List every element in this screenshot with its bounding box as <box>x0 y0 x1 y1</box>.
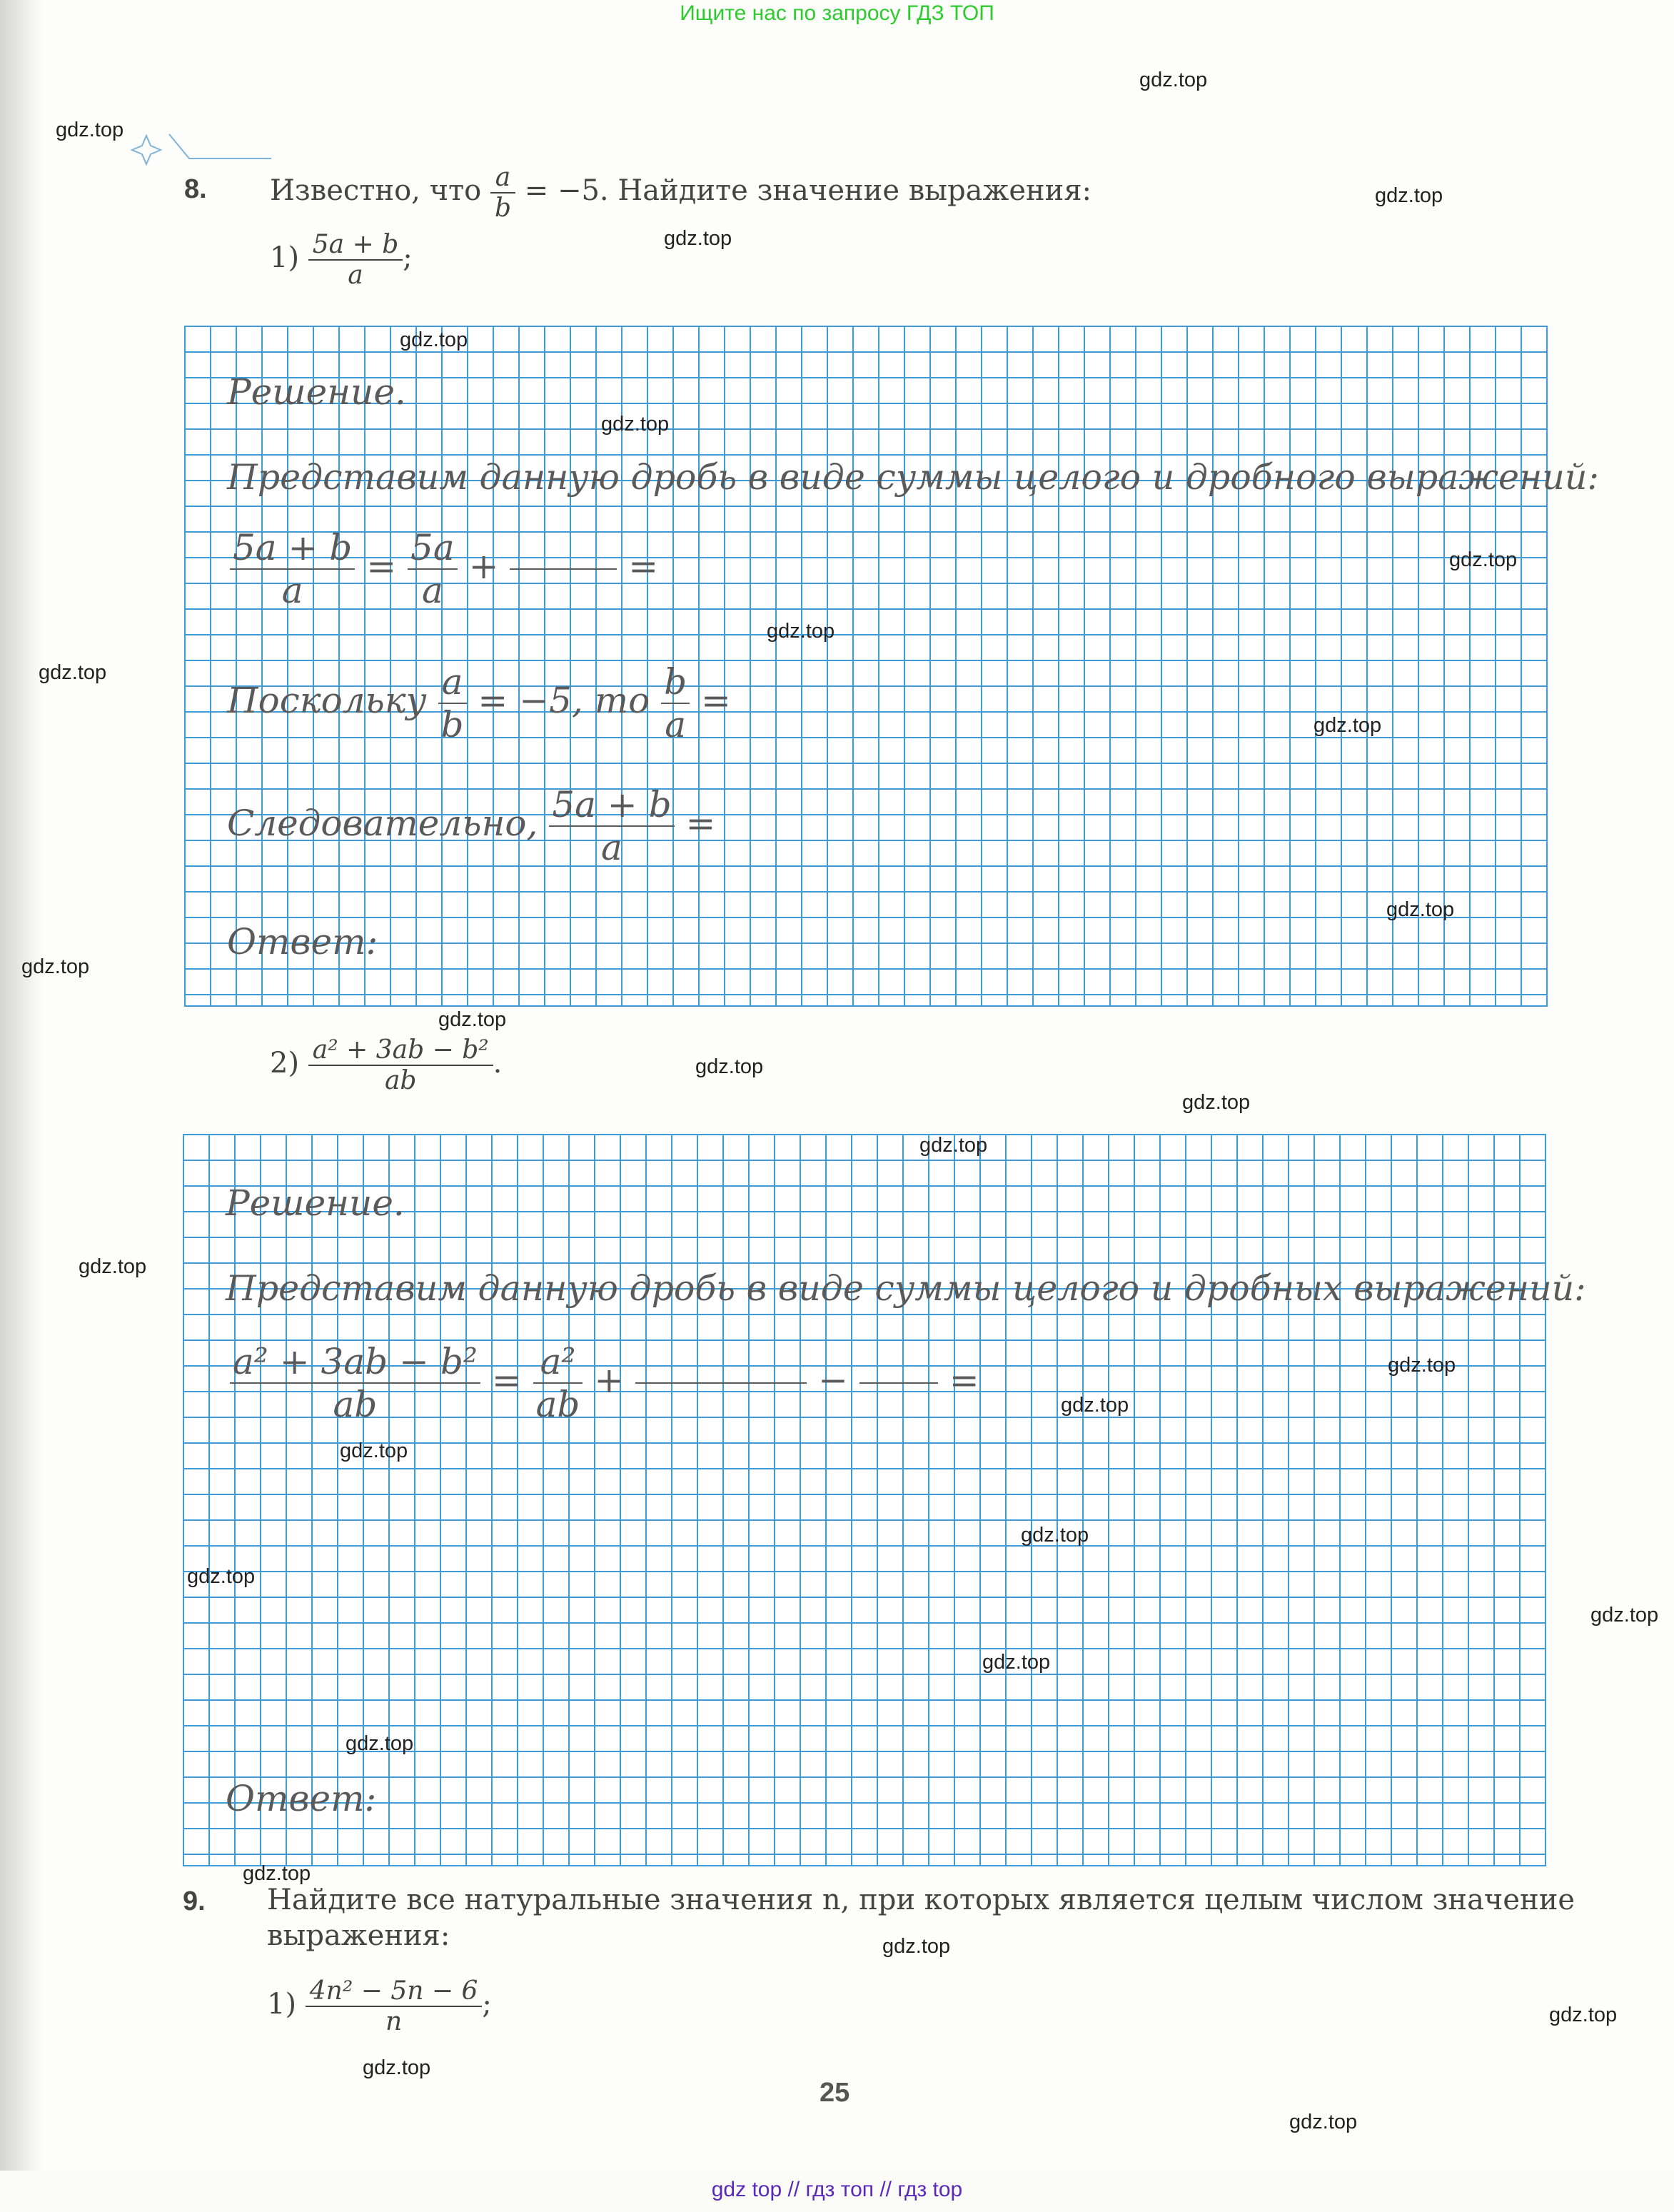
watermark: gdz.top <box>1021 1524 1089 1547</box>
task8-given-value: = −5. <box>524 174 609 207</box>
part-tail: ; <box>403 241 413 274</box>
fraction-denominator: a <box>281 570 303 611</box>
equals-sign: = <box>685 803 716 844</box>
part-label: 2) <box>270 1047 300 1080</box>
watermark: gdz.top <box>882 1935 951 1958</box>
watermark: gdz.top <box>1388 1354 1456 1377</box>
grid1-represent-text: Представим данную дробь в виде суммы целого и дробного выражений: <box>227 457 1599 498</box>
task9-line2: выражения: <box>267 1919 450 1952</box>
corner-ornament-icon <box>125 130 275 173</box>
equals-sign: = <box>628 546 659 587</box>
grid2-equation <box>230 1341 979 1425</box>
watermark: gdz.top <box>1061 1394 1129 1417</box>
fraction-numerator: a <box>438 661 467 704</box>
watermark: gdz.top <box>400 328 468 351</box>
bottom-banner[interactable]: gdz top // гдз топ // гдз top <box>711 2178 963 2201</box>
fraction-numerator: 5a <box>408 527 458 570</box>
watermark: gdz.top <box>1139 69 1208 91</box>
watermark: gdz.top <box>601 413 670 436</box>
watermark: gdz.top <box>1449 548 1518 571</box>
fill-in-blank[interactable] <box>635 1382 807 1384</box>
therefore-fraction <box>549 784 674 868</box>
grid2-solution-label: Решение. <box>226 1182 405 1224</box>
part-tail: . <box>493 1047 503 1080</box>
fraction-numerator: a² + 3ab − b² <box>230 1341 480 1384</box>
fill-in-blank[interactable] <box>859 1382 938 1384</box>
watermark: gdz.top <box>664 227 732 250</box>
task8-condition <box>270 163 1091 223</box>
since-fraction-a-b <box>438 661 467 745</box>
watermark: gdz.top <box>982 1651 1051 1674</box>
fraction-numerator: a² + 3ab − b² <box>308 1035 493 1066</box>
fraction-denominator: b <box>440 704 464 745</box>
since-fraction-b-a <box>661 661 690 745</box>
fraction-denominator: a <box>421 570 443 611</box>
grid1-solution-label: Решение. <box>227 371 406 413</box>
grid1-since-line <box>227 661 731 745</box>
watermark: gdz.top <box>919 1134 988 1157</box>
fraction-denominator: n <box>385 2007 403 2036</box>
fraction-numerator: 5a + b <box>549 784 674 827</box>
since-prefix: Поскольку <box>227 680 427 721</box>
watermark: gdz.top <box>1314 714 1382 737</box>
watermark: gdz.top <box>346 1732 414 1755</box>
task9-part1-fraction <box>306 1976 483 2036</box>
grid2-lhs-fraction <box>230 1341 480 1425</box>
fraction-numerator: a² <box>533 1341 583 1384</box>
grid1-term1-fraction <box>408 527 458 611</box>
watermark: gdz.top <box>1182 1091 1251 1114</box>
fraction-numerator: 5a + b <box>230 527 355 570</box>
fraction-denominator: ab <box>384 1066 417 1095</box>
task8-part1-fraction <box>308 230 403 290</box>
equals-sign: = <box>366 546 397 587</box>
fraction-numerator: 5a + b <box>308 230 403 261</box>
grid1-answer-label: Ответ: <box>227 921 378 962</box>
answer-grid-2[interactable] <box>183 1134 1546 1866</box>
watermark: gdz.top <box>1590 1604 1659 1627</box>
minus-sign: − <box>818 1359 848 1401</box>
watermark: gdz.top <box>1386 898 1455 921</box>
grid1-therefore-line <box>227 784 715 868</box>
watermark: gdz.top <box>1549 2004 1618 2026</box>
equals-sign: = <box>949 1359 979 1401</box>
page-number: 25 <box>820 2078 850 2108</box>
task8-part2 <box>270 1035 502 1095</box>
watermark: gdz.top <box>79 1255 147 1278</box>
since-middle: = −5, то <box>478 680 650 721</box>
watermark: gdz.top <box>187 1565 256 1588</box>
fraction-denominator: a <box>601 827 622 868</box>
therefore-label: Следовательно, <box>227 803 538 844</box>
watermark: gdz.top <box>767 620 835 643</box>
task8-given-fraction <box>490 163 515 223</box>
task-number-9: 9. <box>183 1886 206 1916</box>
equals-sign: = <box>491 1359 522 1401</box>
fraction-numerator: b <box>661 661 690 704</box>
task-number-8: 8. <box>184 174 207 204</box>
part-tail: ; <box>482 1988 492 2021</box>
top-banner[interactable]: Ищите нас по запросу ГДЗ ТОП <box>680 1 994 25</box>
grid2-represent-text: Представим данную дробь в виде суммы целого и дробных выражений: <box>226 1268 1586 1309</box>
watermark: gdz.top <box>243 1862 311 1885</box>
page-edge-shadow <box>0 0 43 2212</box>
watermark: gdz.top <box>56 119 124 141</box>
equals-sign: = <box>701 680 731 721</box>
fraction-numerator: a <box>490 163 515 193</box>
task9-part1 <box>267 1976 492 2036</box>
watermark: gdz.top <box>363 2056 431 2079</box>
watermark: gdz.top <box>438 1008 507 1031</box>
watermark: gdz.top <box>1375 184 1443 207</box>
part-label: 1) <box>270 241 300 274</box>
plus-sign: + <box>468 546 499 587</box>
fraction-denominator: ab <box>535 1384 580 1425</box>
fraction-denominator: a <box>665 704 687 745</box>
fill-in-blank[interactable] <box>510 568 617 570</box>
fraction-numerator: 4n² − 5n − 6 <box>306 1976 483 2007</box>
grid1-lhs-fraction <box>230 527 355 611</box>
task8-part2-fraction <box>308 1035 493 1095</box>
watermark: gdz.top <box>39 661 107 684</box>
watermark: gdz.top <box>340 1439 408 1462</box>
task8-condition-suffix: Найдите значение выражения: <box>617 174 1092 207</box>
fraction-denominator: b <box>494 193 512 223</box>
watermark: gdz.top <box>695 1055 764 1078</box>
plus-sign: + <box>594 1359 625 1401</box>
watermark: gdz.top <box>1289 2111 1358 2133</box>
grid1-equation <box>230 527 658 611</box>
task9-line1: Найдите все натуральные значения n, при которых является целым числом значение <box>267 1884 1575 1916</box>
watermark: gdz.top <box>21 955 90 978</box>
grid2-answer-label: Ответ: <box>226 1778 377 1819</box>
part-label: 1) <box>267 1988 297 2021</box>
grid2-term1-fraction <box>533 1341 583 1425</box>
fraction-denominator: ab <box>333 1384 378 1425</box>
task8-part1 <box>270 230 413 290</box>
fraction-denominator: a <box>348 261 363 290</box>
task8-condition-prefix: Известно, что <box>270 174 482 207</box>
